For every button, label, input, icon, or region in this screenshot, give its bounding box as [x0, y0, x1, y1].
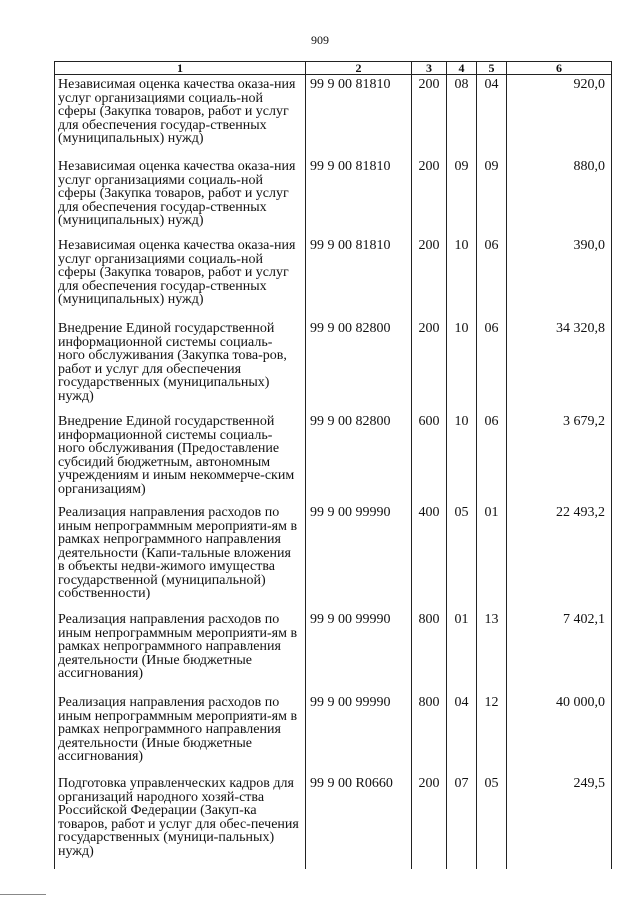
row-code: 99 9 00 99990: [306, 503, 412, 610]
column-header-name: 1: [55, 62, 306, 75]
column-header-code: 2: [306, 62, 412, 75]
row-amount: 880,0: [507, 157, 612, 236]
row-pr: 06: [477, 236, 507, 319]
row-code: 99 9 00 81810: [306, 236, 412, 319]
row-rz: 10: [447, 236, 477, 319]
row-code: 99 9 00 82800: [306, 412, 412, 503]
row-vr: 400: [412, 503, 447, 610]
row-pr: 06: [477, 319, 507, 412]
row-pr: 05: [477, 774, 507, 869]
row-name: Подготовка управленческих кадров для организаций народного хозяй-ства Российской Федерации (Закуп-ка товаров, работ и услуг для обес-печения государственных (муници-пальных) нужд): [55, 774, 306, 869]
budget-table: [54, 61, 612, 869]
column-header-amount: 6: [507, 62, 612, 75]
row-name: Внедрение Единой государственной информационной системы социаль-ного обслуживания (Предоставление субсидий бюджетным, автономным учреждениям и иным некоммерче-ским организациям): [55, 412, 306, 503]
table-row: [55, 412, 612, 503]
row-rz: 01: [447, 610, 477, 693]
row-name: Внедрение Единой государственной информационной системы социаль-ного обслуживания (Закупка това-ров, работ и услуг для обеспечения государственных (муниципальных) нужд): [55, 319, 306, 412]
row-pr: 12: [477, 693, 507, 774]
row-amount: 249,5: [507, 774, 612, 869]
table-row: [55, 774, 612, 869]
row-name: Независимая оценка качества оказа-ния услуг организациями социаль-ной сферы (Закупка товаров, работ и услуг для обеспечения государ-ственных (муниципальных) нужд): [55, 236, 306, 319]
row-rz: 07: [447, 774, 477, 869]
row-code: 99 9 00 99990: [306, 693, 412, 774]
row-amount: 7 402,1: [507, 610, 612, 693]
row-name: Реализация направления расходов по иным непрограммным мероприяти-ям в рамках непрограммного направления деятельности (Иные бюджетные ассигнования): [55, 693, 306, 774]
table-header: [55, 62, 612, 75]
page-number: 909: [311, 33, 329, 47]
row-rz: 09: [447, 157, 477, 236]
row-amount: 40 000,0: [507, 693, 612, 774]
table-row: [55, 75, 612, 158]
row-vr: 800: [412, 693, 447, 774]
row-pr: 09: [477, 157, 507, 236]
row-vr: 200: [412, 157, 447, 236]
table-row: [55, 503, 612, 610]
row-pr: 06: [477, 412, 507, 503]
table-row: [55, 157, 612, 236]
column-header-vr: 3: [412, 62, 447, 75]
row-rz: 05: [447, 503, 477, 610]
row-rz: 10: [447, 319, 477, 412]
row-vr: 200: [412, 774, 447, 869]
row-name: Реализация направления расходов по иным непрограммным мероприяти-ям в рамках непрограммного направления деятельности (Иные бюджетные ассигнования): [55, 610, 306, 693]
scan-edge-mark: [0, 894, 46, 895]
row-pr: 13: [477, 610, 507, 693]
row-code: 99 9 00 82800: [306, 319, 412, 412]
row-amount: 3 679,2: [507, 412, 612, 503]
row-code: 99 9 00 81810: [306, 75, 412, 158]
row-amount: 390,0: [507, 236, 612, 319]
column-header-rz: 4: [447, 62, 477, 75]
row-amount: 34 320,8: [507, 319, 612, 412]
row-code: 99 9 00 81810: [306, 157, 412, 236]
row-vr: 600: [412, 412, 447, 503]
row-rz: 04: [447, 693, 477, 774]
row-amount: 920,0: [507, 75, 612, 158]
row-code: 99 9 00 99990: [306, 610, 412, 693]
row-name: Реализация направления расходов по иным непрограммным мероприяти-ям в рамках непрограммного направления деятельности (Капи-тальные вложения в объекты недви-жимого имущества государственной (муниципальной) собственности): [55, 503, 306, 610]
row-amount: 22 493,2: [507, 503, 612, 610]
column-header-pr: 5: [477, 62, 507, 75]
row-name: Независимая оценка качества оказа-ния услуг организациями социаль-ной сферы (Закупка товаров, работ и услуг для обеспечения государ-ственных (муниципальных) нужд): [55, 75, 306, 158]
row-rz: 10: [447, 412, 477, 503]
row-vr: 200: [412, 236, 447, 319]
table-row: [55, 610, 612, 693]
table-row: [55, 319, 612, 412]
table-row: [55, 693, 612, 774]
row-vr: 200: [412, 75, 447, 158]
header-row: [55, 62, 612, 75]
row-pr: 04: [477, 75, 507, 158]
table-row: [55, 236, 612, 319]
row-code: 99 9 00 R0660: [306, 774, 412, 869]
row-vr: 800: [412, 610, 447, 693]
row-vr: 200: [412, 319, 447, 412]
row-pr: 01: [477, 503, 507, 610]
row-rz: 08: [447, 75, 477, 158]
table-body: [55, 75, 612, 870]
row-name: Независимая оценка качества оказа-ния услуг организациями социаль-ной сферы (Закупка товаров, работ и услуг для обеспечения государ-ственных (муниципальных) нужд): [55, 157, 306, 236]
